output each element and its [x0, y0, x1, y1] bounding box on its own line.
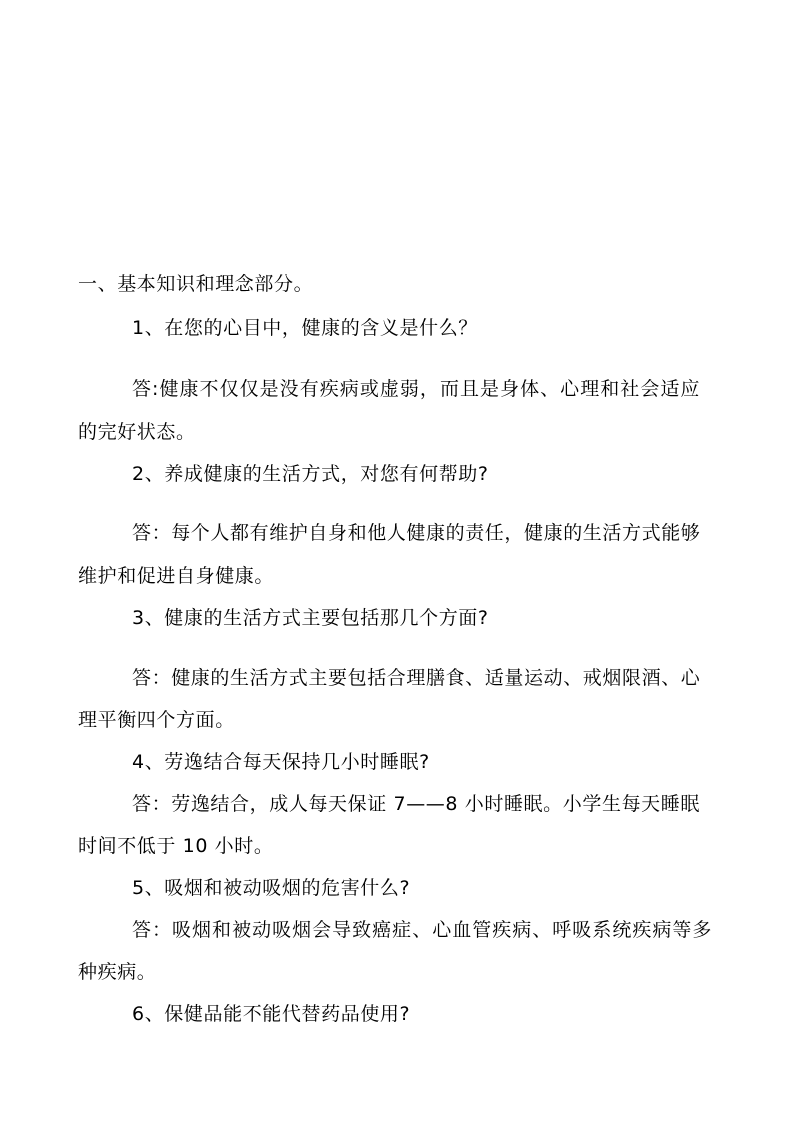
answer-1-line-1: 答:健康不仅仅是没有疾病或虚弱，而且是身体、心理和社会适应 [132, 378, 700, 400]
answer-3-line-1: 答：健康的生活方式主要包括合理膳食、适量运动、戒烟限酒、心 [132, 667, 701, 689]
answer-5-line-2: 种疾病。 [78, 961, 157, 983]
answer-2-line-1: 答：每个人都有维护自身和他人健康的责任，健康的生活方式能够 [132, 522, 701, 544]
answer-2-line-2: 维护和促进自身健康。 [78, 565, 275, 587]
answer-5-line-1: 答：吸烟和被动吸烟会导致癌症、心血管疾病、呼吸系统疾病等多 [132, 919, 712, 941]
question-2: 2、养成健康的生活方式，对您有何帮助? [132, 463, 489, 485]
question-6: 6、保健品能不能代替药品使用? [132, 1003, 411, 1025]
section-heading: 一、基本知识和理念部分。 [78, 273, 314, 295]
question-3: 3、健康的生活方式主要包括那几个方面? [132, 607, 489, 629]
answer-4-line-1: 答：劳逸结合，成人每天保证 7——8 小时睡眠。小学生每天睡眠 [132, 793, 700, 815]
answer-4-line-2: 时间不低于 10 小时。 [78, 835, 274, 857]
question-4: 4、劳逸结合每天保持几小时睡眠? [132, 751, 430, 773]
answer-3-line-2: 理平衡四个方面。 [78, 709, 235, 731]
question-5: 5、吸烟和被动吸烟的危害什么? [132, 877, 411, 899]
question-1: 1、在您的心目中，健康的含义是什么？ [132, 317, 478, 339]
answer-1-line-2: 的完好状态。 [78, 421, 196, 443]
